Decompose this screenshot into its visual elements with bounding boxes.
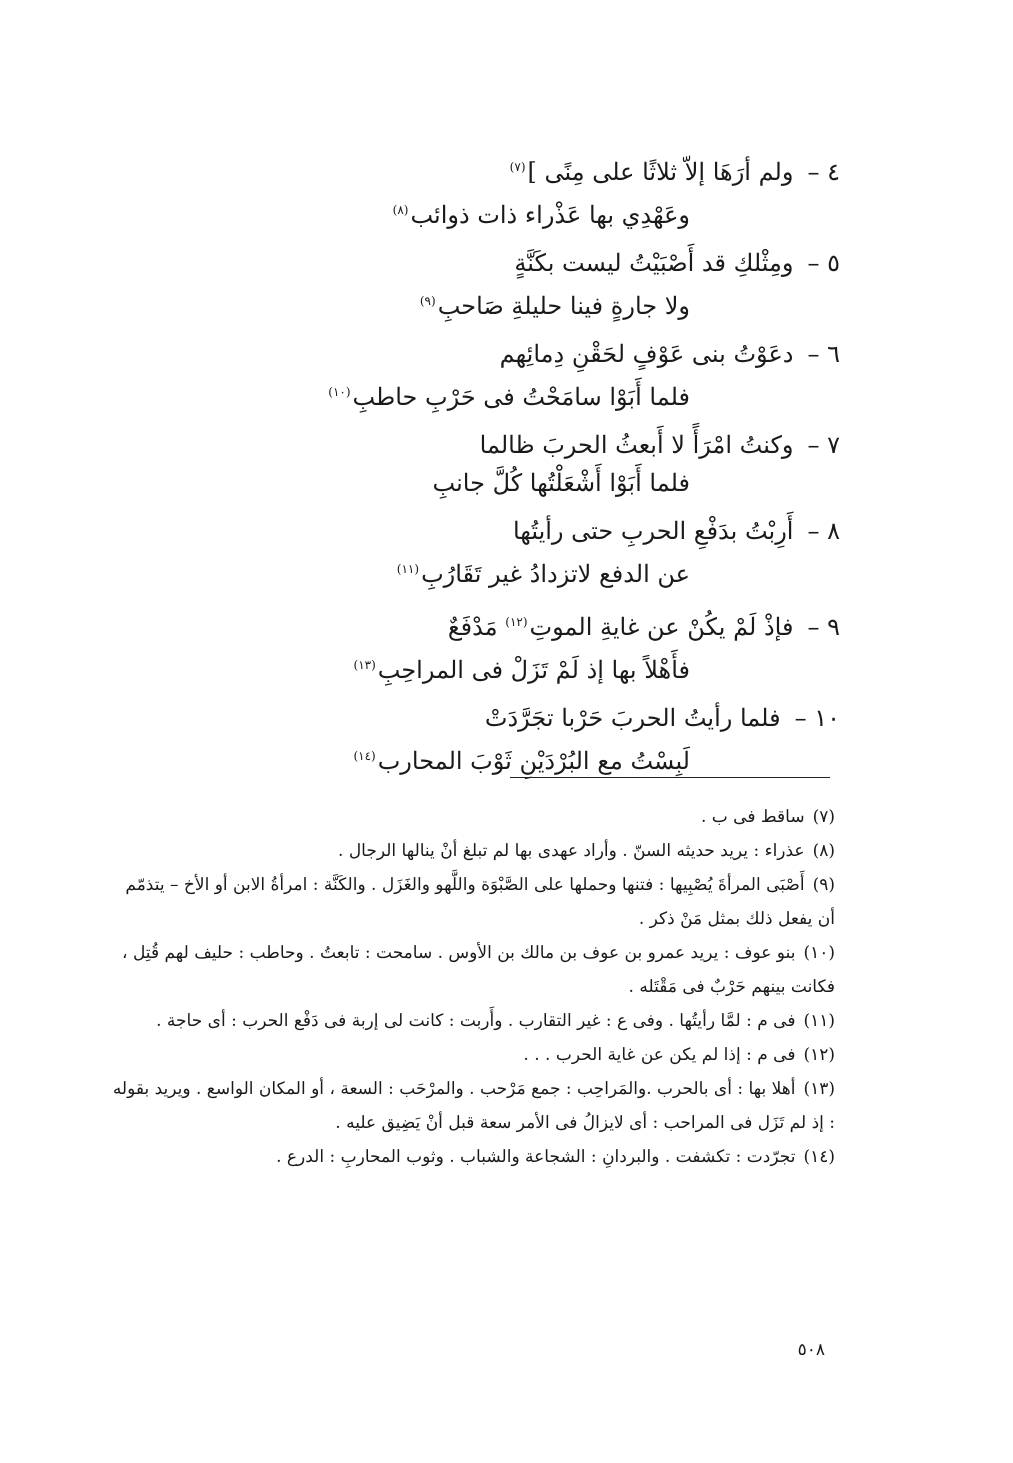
page-number: ٥٠٨: [797, 1340, 825, 1360]
verse-number: ٧ –: [807, 431, 840, 459]
footnote-text: تجرّدت : تكشفت . والبردانِ : الشجاعة والشباب . وثوب المحاربِ : الدرع .: [276, 1147, 796, 1167]
footnote-label: (١٤): [803, 1147, 835, 1167]
verse-text: لَبِسْتُ مع البُرْدَيْنِ ثَوْبَ المحارب: [377, 747, 690, 775]
footnote-ref: (١٠): [328, 385, 351, 399]
footnote-ref: (١٣): [353, 658, 376, 672]
footnote-label: (٨): [812, 841, 835, 861]
verse-second-hemistich: [150, 282, 840, 325]
footnote-ref: (١١): [396, 562, 420, 576]
footnote-text: ساقط فى ب .: [700, 807, 805, 827]
poem: [150, 148, 840, 790]
footnote: [110, 1140, 835, 1174]
verse-second-hemistich: [150, 737, 840, 780]
verse-number: ٩ –: [807, 613, 840, 641]
verse-second-hemistich: [150, 191, 840, 234]
footnote-ref: (٧): [509, 160, 526, 174]
verse-number: ٤ –: [807, 158, 840, 186]
verse-number: ٥ –: [807, 249, 840, 277]
footnote-label: (٩): [812, 875, 835, 895]
verse-first-hemistich: [150, 148, 840, 191]
footnote: [110, 1038, 835, 1072]
footnote: [110, 800, 835, 834]
verse: [150, 603, 840, 689]
verse-number: ١٠ –: [794, 704, 840, 732]
verse-text: ومِثْلكِ قد أَصْبَيْتُ ليست بكَنَّةٍ: [514, 249, 794, 277]
verse-second-hemistich: [150, 464, 840, 502]
footnote-label: (١١): [803, 1011, 835, 1031]
footnote-text: عذراء : يريد حديثه السنّ . وأراد عهدى بها لم تبلغ أنْ ينالها الرجال .: [338, 841, 805, 861]
footnote-label: (٧): [812, 807, 835, 827]
verse-first-hemistich: [150, 335, 840, 373]
footnote: [110, 834, 835, 868]
verse-second-hemistich: [150, 646, 840, 689]
footnote-label: (١٢): [803, 1045, 835, 1065]
footnote-separator: [510, 777, 830, 778]
verse-text-tail: مَدْفَعٌ: [447, 613, 498, 641]
verse-first-hemistich: [150, 426, 840, 464]
verse-first-hemistich: [150, 244, 840, 282]
verse-first-hemistich: [150, 699, 840, 737]
footnotes: [110, 800, 835, 1174]
verse: [150, 148, 840, 234]
footnote-label: (١٣): [803, 1079, 835, 1099]
verse-text: ولا جارةٍ فينا حليلةِ صَاحبِ: [437, 292, 690, 320]
verse: [150, 244, 840, 325]
verse-number: ٦ –: [807, 340, 840, 368]
verse: [150, 426, 840, 502]
verse-text: فأَهْلاً بها إذ لَمْ تَزَلْ فى المراحِبِ: [377, 656, 690, 684]
verse-text: أَرِبْتُ بدَفْعِ الحربِ حتى رأيتُها: [512, 517, 794, 545]
footnote-ref: (١٢): [505, 615, 528, 629]
footnote: [110, 868, 835, 936]
footnote-ref: (٩): [419, 294, 436, 308]
footnote: [110, 936, 835, 1004]
footnote-label: (١٠): [803, 943, 835, 963]
footnote-text: فى م : لمَّا رأيتُها . وفى ع : غير التقارب . وأَربت : كانت لى إربة فى دَفْع الحرب : أى حاجة .: [156, 1011, 796, 1031]
footnote-ref: (١٤): [353, 749, 376, 763]
verse-text: فلما أَبَوْا أَشْعَلْتُها كُلَّ جانبِ: [432, 469, 690, 497]
verse: [150, 699, 840, 780]
verse-first-hemistich: [150, 512, 840, 550]
verse-text: وعَهْدِي بها عَذْراء ذات ذوائب: [410, 201, 690, 229]
verse-text: وكنتُ امْرَأً لا أَبعثُ الحربَ ظالما: [479, 431, 794, 459]
verse-text: فلما رأيتُ الحربَ حَرْبا تجَرَّدَتْ: [484, 704, 781, 732]
verse: [150, 335, 840, 416]
footnote-text: أَصْبَى المرأةَ يُصْبِيها : فتنها وحملها على الصَّبْوَة واللَّهو والغَزَل . والكَنَّة : امرأةُ الابن أو الأخ – يتذمّم أن يفعل ذلك بمثل مَنْ ذكر .: [125, 875, 835, 929]
verse-second-hemistich: [150, 373, 840, 416]
verse-text: ولم أرَهَا إلاّ ثلاثًا على مِنًى ]: [527, 158, 794, 186]
verse-text: دعَوْتُ بنى عَوْفٍ لحَقْنِ دِمائِهم: [499, 340, 794, 368]
footnote-ref: (٨): [392, 203, 409, 217]
verse-text: فلما أَبَوْا سامَحْتُ فى حَرْبِ حاطبِ: [352, 383, 690, 411]
verse-number: ٨ –: [807, 517, 840, 545]
verse-second-hemistich: [150, 550, 840, 593]
footnote: [110, 1004, 835, 1038]
footnote-text: أهلا بها : أى بالحرب .والمَراحِب : جمع مَرْحب . والمرْحَب : السعة ، أو المكان الواسع . ويريد بقوله : إذ لم تَزَل فى المراحب : أى لايزالُ فى الأمر سعة قبل أنْ يَضِيق عليه .: [112, 1079, 835, 1133]
footnote: [110, 1072, 835, 1140]
footnote-text: فى م : إذا لم يكن عن غاية الحرب . . .: [523, 1045, 796, 1065]
verse-text: عن الدفع لاتزدادُ غير تَقَارُبِ: [421, 560, 690, 588]
verse-text: فإذْ لَمْ يكُنْ عن غايةِ الموتِ: [529, 613, 794, 641]
footnote-text: بنو عوف : يريد عمرو بن عوف بن مالك بن الأوس . سامحت : تابعتُ . وحاطب : حليف لهم قُتِل ، فكانت بينهم حَرْبٌ فى مَقْتَله .: [122, 943, 835, 997]
verse: [150, 512, 840, 593]
verse-first-hemistich: [150, 603, 840, 646]
